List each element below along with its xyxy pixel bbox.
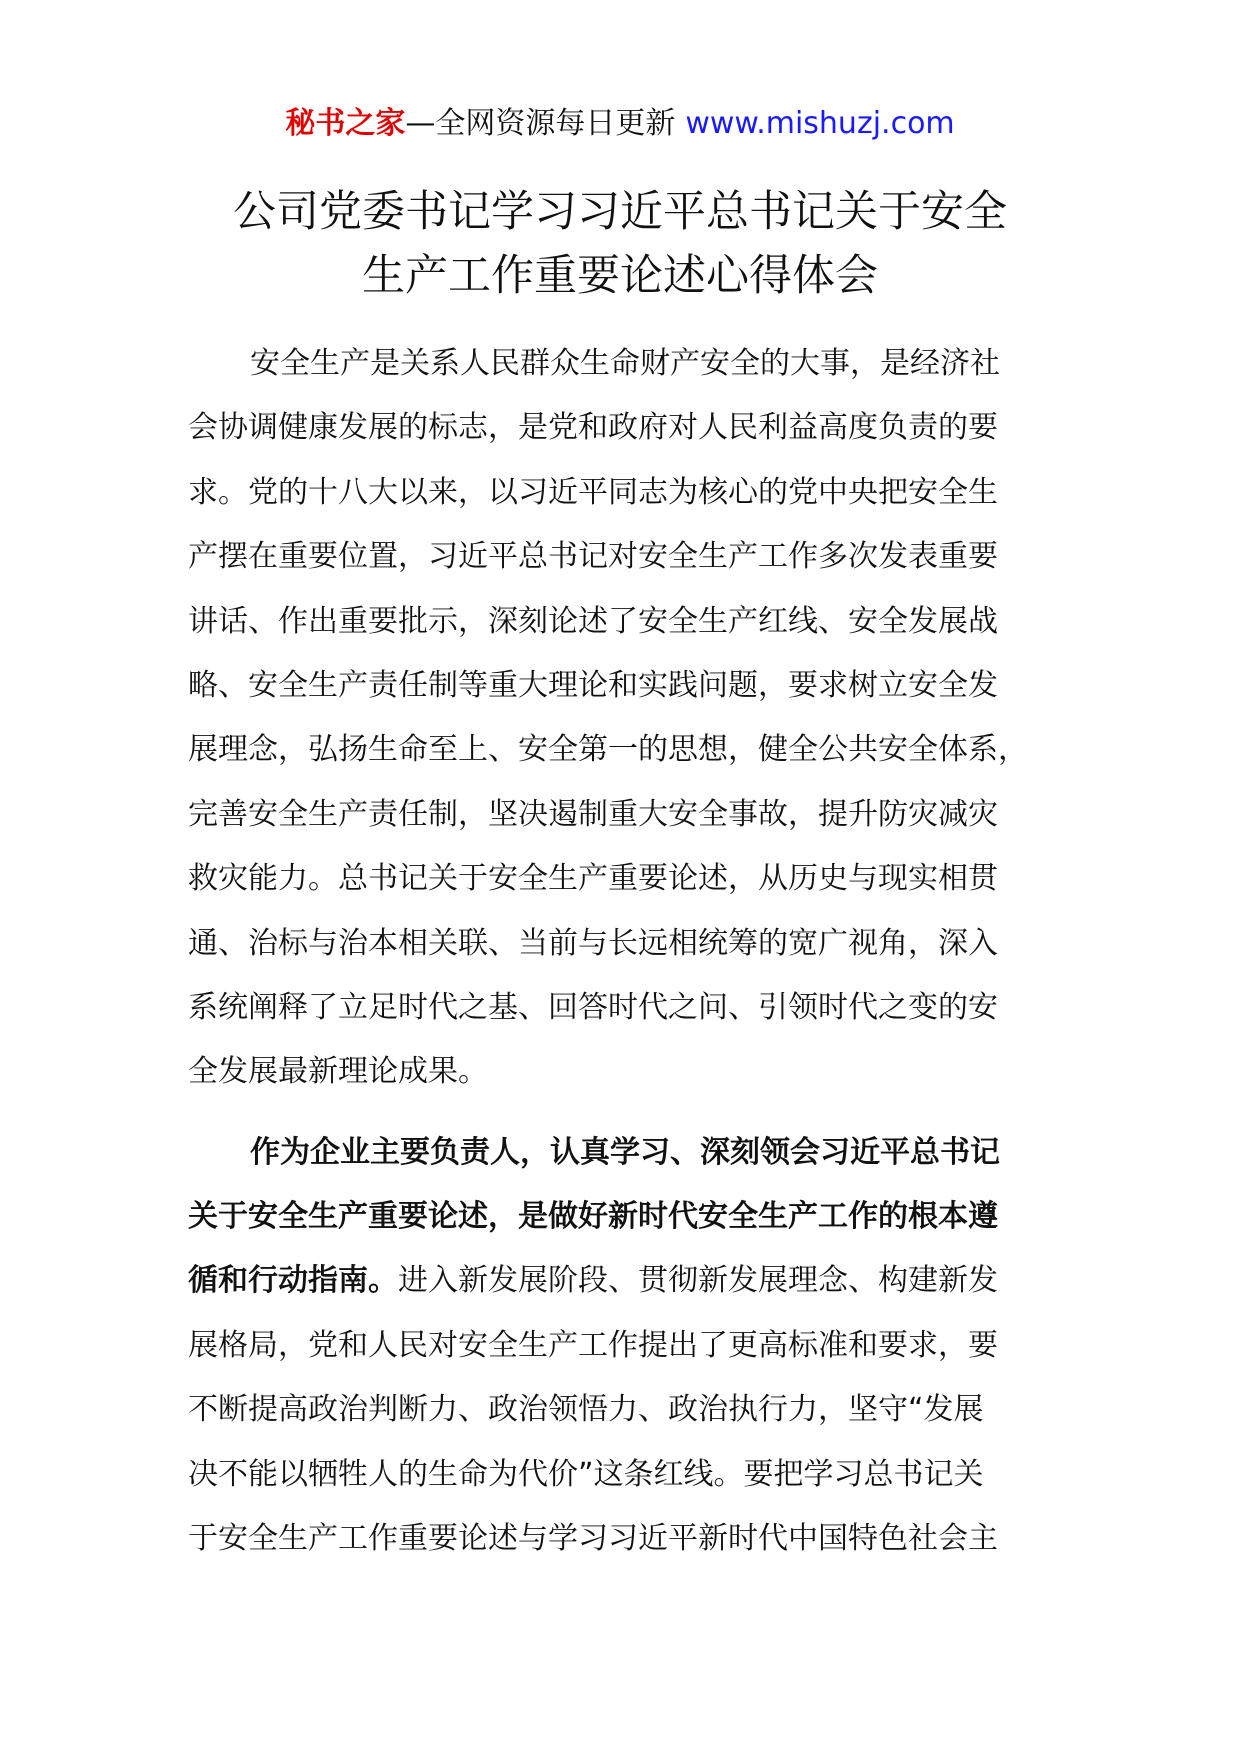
bold-text-span: 循和行动指南。: [188, 1263, 398, 1299]
text-line: 安全生产是关系人民群众生命财产安全的大事，是经济社: [250, 346, 1000, 381]
bold-text-line: 作为企业主要负责人，认真学习、深刻领会习近平总书记: [250, 1134, 1000, 1170]
text-line: 略、安全生产责任制等重大理论和实践问题，要求树立安全发: [188, 667, 998, 703]
text-line: 展理念，弘扬生命至上、安全第一的思想，健全公共安全体系，: [188, 732, 1028, 768]
text-line: 于安全生产工作重要论述与学习习近平新时代中国特色社会主: [188, 1521, 998, 1557]
document-body: [188, 332, 1068, 1571]
bold-text-line: 关于安全生产重要论述，是做好新时代安全生产工作的根本遵: [188, 1199, 998, 1235]
text-line: 通、治标与治本相关联、当前与长远相统筹的宽广视角，深入: [188, 925, 998, 961]
site-url-link[interactable]: www.mishuzj.com: [685, 106, 955, 141]
paragraph-1: [188, 332, 1068, 1105]
paragraph-spacer: [188, 1105, 1068, 1121]
text-line: 全发展最新理论成果。: [188, 1054, 488, 1090]
title-line: 公司党委书记学习习近平总书记关于安全: [233, 187, 1007, 237]
text-line: 产摆在重要位置，习近平总书记对安全生产工作多次发表重要: [188, 539, 998, 575]
text-line: 不断提高政治判断力、政治领悟力、政治执行力，坚守“发展: [188, 1392, 984, 1428]
text-line: 救灾能力。总书记关于安全生产重要论述，从历史与现实相贯: [188, 861, 998, 897]
text-line: 会协调健康发展的标志，是党和政府对人民利益高度负责的要: [188, 410, 998, 446]
title-line: 生产工作重要论述心得体会: [362, 251, 878, 301]
brand-name: 秘书之家: [285, 106, 406, 141]
text-line: 求。党的十八大以来，以习近平同志为核心的党中央把安全生: [188, 474, 998, 510]
text-line: 系统阐释了立足时代之基、回答时代之问、引领时代之变的安: [188, 989, 998, 1025]
site-header: [0, 104, 1240, 144]
normal-text-span: 进入新发展阶段、贯彻新发展理念、构建新发: [398, 1263, 998, 1299]
document-title: [160, 180, 1080, 308]
text-line: 完善安全生产责任制，坚决遏制重大安全事故，提升防灾减灾: [188, 796, 998, 832]
text-line: 决不能以牺牲人的生命为代价”这条红线。要把学习总书记关: [188, 1456, 984, 1492]
text-line: 展格局，党和人民对安全生产工作提出了更高标准和要求，要: [188, 1327, 998, 1363]
header-tagline: —全网资源每日更新: [405, 106, 676, 141]
text-line: 讲话、作出重要批示，深刻论述了安全生产红线、安全发展战: [188, 603, 998, 639]
mixed-text-line: [188, 1249, 1068, 1313]
paragraph-2: [188, 1121, 1068, 1572]
